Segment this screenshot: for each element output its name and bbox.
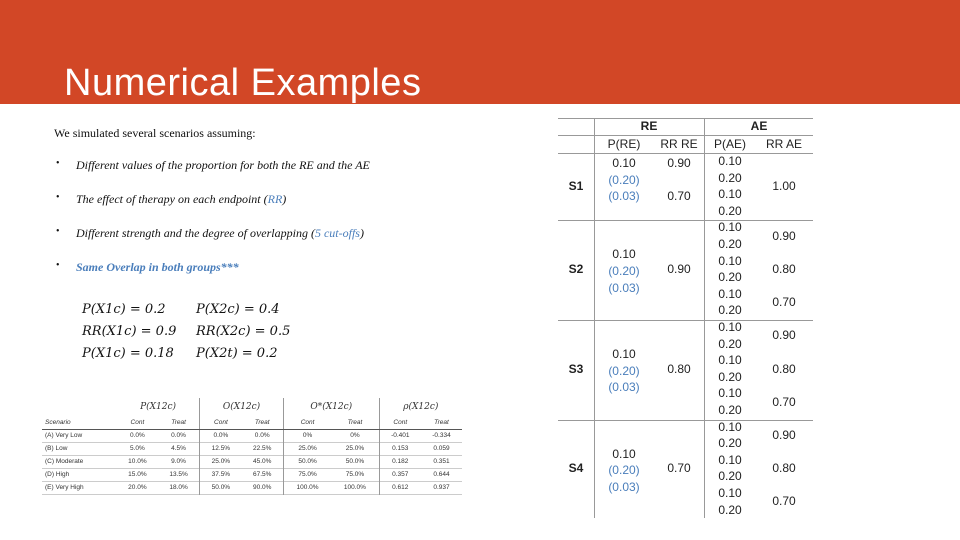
p-ae-value: 0.20 [718,270,742,285]
rr-ae-value: 1.00 [772,179,796,194]
table-cell: 25.0% [200,455,242,468]
table-cell: 13.5% [169,471,188,478]
scenario-divider [558,220,813,221]
scenario-table [558,118,813,518]
table-cell: (B) Low [45,445,68,452]
table-cell: 0.059 [433,445,450,452]
p-ae-value: 0.10 [718,154,742,168]
table-row [42,481,462,494]
p-re-value: 0.10 [612,247,636,262]
p-ae-value: 0.20 [718,403,742,417]
sub-header: P(AE) [713,137,746,151]
table-cell: 9.0% [171,458,186,465]
p-ae-value: 0.10 [718,187,742,202]
table-cell: (E) Very High [45,484,84,491]
formula-block [82,298,310,364]
bullet-item [54,192,514,226]
group-header: O(X12c) [200,398,284,416]
table-row [42,455,462,468]
rr-re-value: 0.90 [667,262,691,277]
formula: RR(X2c) = 0.5 [196,323,291,339]
row-header: Scenario [42,416,117,429]
table-cell: 4.5% [171,445,186,452]
rr-ae-value: 0.80 [772,461,796,476]
p-ae-value: 0.10 [718,452,742,467]
table-cell: 0% [350,432,360,439]
scenario-label: S1 [568,179,584,194]
bullet-list [54,158,514,294]
table-cell: 10.0% [128,458,147,465]
bullet-text: The effect of therapy on each endpoint ( [76,192,268,206]
table-cell: 18.0% [169,484,188,491]
bullet-text: ) [282,192,287,206]
table-cell: 50.0% [345,458,365,465]
table-cell: 67.5% [252,471,272,478]
sub-header: Cont [379,416,421,429]
formula: P(X1c) = 0.2 [82,301,166,317]
rr-ae-value: 0.70 [772,494,796,509]
p-re-value: (0.20) [608,172,640,187]
group-header: AE [750,119,768,133]
bullet-item [54,226,514,260]
p-ae-value: 0.20 [718,436,742,451]
table-cell: 20.0% [128,484,147,491]
table-cell: -0.401 [379,429,421,442]
group-header: P(X12c) [140,402,177,412]
p-re-value: 0.10 [612,446,636,461]
formula: P(X2c) = 0.4 [196,301,280,317]
overlap-table [42,398,462,495]
table-cell: 100.0% [283,481,331,494]
rr-re-value: 0.70 [667,461,691,476]
p-ae-value: 0.20 [718,469,742,484]
bullet-text: Different strength and the degree of overlapping ( [76,226,315,240]
table-cell: 0.153 [379,442,421,455]
table-cell: 75.0% [345,471,365,478]
p-ae-value: 0.20 [718,303,742,318]
sub-header: Treat [158,416,200,429]
rr-re-value: 0.80 [667,361,691,376]
sub-header: Cont [283,416,331,429]
table-cell: 0.182 [379,455,421,468]
table-cell: 0.0% [129,432,145,439]
p-re-value: (0.03) [608,189,640,204]
table-cell: 12.5% [200,442,242,455]
bullet-highlight: 5 cut-offs [314,226,360,240]
rr-ae-value: 0.90 [772,328,796,343]
table-cell: 0.357 [379,468,421,481]
p-ae-value: 0.10 [718,353,742,368]
rr-re-value: 0.90 [667,156,691,170]
formula: RR(X1c) = 0.9 [82,323,177,339]
table-cell: 0.612 [379,481,421,494]
column-divider [594,118,595,518]
p-ae-value: 0.10 [718,486,742,500]
sub-header: Treat [331,416,379,429]
p-re-value: (0.03) [608,380,640,395]
table-cell: (A) Very Low [45,432,83,439]
bullet-marker: • [56,158,60,169]
table-cell: 37.5% [200,468,242,481]
p-ae-value: 0.20 [718,237,742,251]
p-ae-value: 0.10 [718,386,742,401]
group-header: RE [640,119,658,133]
rr-re-value: 0.70 [667,189,691,204]
bullet-marker: • [56,260,60,271]
table-cell: 0.644 [433,471,450,478]
sub-header: Cont [200,416,242,429]
table-cell: 50.0% [200,481,242,494]
rr-ae-value: 0.80 [772,261,796,276]
p-ae-value: 0.20 [718,369,742,384]
table-cell: 0.937 [433,484,450,491]
p-ae-value: 0.10 [718,286,742,301]
table-cell: -0.334 [432,432,451,439]
p-ae-value: 0.20 [718,170,742,185]
table-cell: 0% [283,429,331,442]
sub-header: Cont [117,416,158,429]
p-ae-value: 0.20 [718,502,742,517]
p-ae-value: 0.10 [718,220,742,235]
table-cell: 0.0% [200,429,242,442]
p-ae-value: 0.20 [718,203,742,218]
scenario-label: S4 [568,461,584,476]
p-re-value: (0.20) [608,463,640,478]
p-re-value: 0.10 [612,156,636,170]
p-re-value: (0.20) [608,363,640,378]
table-cell: (D) High [45,471,70,478]
bullet-item [54,260,514,294]
bullet-text: Same Overlap in both groups*** [76,260,239,274]
table-cell: (C) Moderate [45,458,84,465]
scenario-label: S3 [568,361,584,376]
bullet-marker: • [56,226,60,237]
scenario-divider [558,320,813,321]
bullet-text: ) [359,226,364,240]
table-cell: 50.0% [283,455,331,468]
table-cell: 5.0% [129,445,145,452]
table-cell: 0.0% [171,432,186,439]
bullet-marker: • [56,192,60,203]
sub-header: RR AE [765,137,802,151]
rr-ae-value: 0.80 [772,361,796,376]
table-cell: 25.0% [283,442,331,455]
formula: P(X2t) = 0.2 [196,345,278,361]
table-cell: 45.0% [252,458,272,465]
table-cell: 90.0% [252,484,272,491]
table-row [42,429,462,442]
table-cell: 100.0% [343,484,366,491]
p-re-value: (0.03) [608,280,640,295]
bullet-text: Different values of the proportion for both the RE and the AE [76,158,370,172]
table-row [42,442,462,455]
bullet-item [54,158,514,192]
group-header: O*(X12c) [283,398,379,416]
table-row [42,468,462,481]
p-ae-value: 0.10 [718,320,742,334]
table-cell: 22.5% [252,445,272,452]
formula: P(X1c) = 0.18 [82,345,174,361]
sub-header: RR RE [660,137,698,151]
rr-ae-value: 0.90 [772,427,796,442]
slide-title: Numerical Examples [64,62,422,104]
sub-header: Treat [421,416,462,429]
p-ae-value: 0.10 [718,419,742,434]
bullet-highlight: RR [267,192,283,206]
p-ae-value: 0.10 [718,253,742,268]
scenario-label: S2 [568,262,584,277]
rr-ae-value: 0.70 [772,394,796,409]
sub-header: Treat [242,416,284,429]
intro-text: We simulated several scenarios assuming: [54,126,256,140]
scenario-divider [558,420,813,421]
table-cell: 0.351 [433,458,450,465]
table-cell: 25.0% [345,445,365,452]
rr-ae-value: 0.90 [772,228,796,243]
p-re-value: (0.20) [608,263,640,278]
rr-ae-value: 0.70 [772,295,796,310]
p-re-value: 0.10 [612,346,636,361]
table-cell: 15.0% [128,471,147,478]
table-cell: 0.0% [254,432,270,439]
group-header: ρ(X12c) [379,398,462,416]
p-re-value: (0.03) [608,479,640,494]
p-ae-value: 0.20 [718,336,742,351]
table-cell: 75.0% [283,468,331,481]
sub-header: P(RE) [607,137,641,151]
